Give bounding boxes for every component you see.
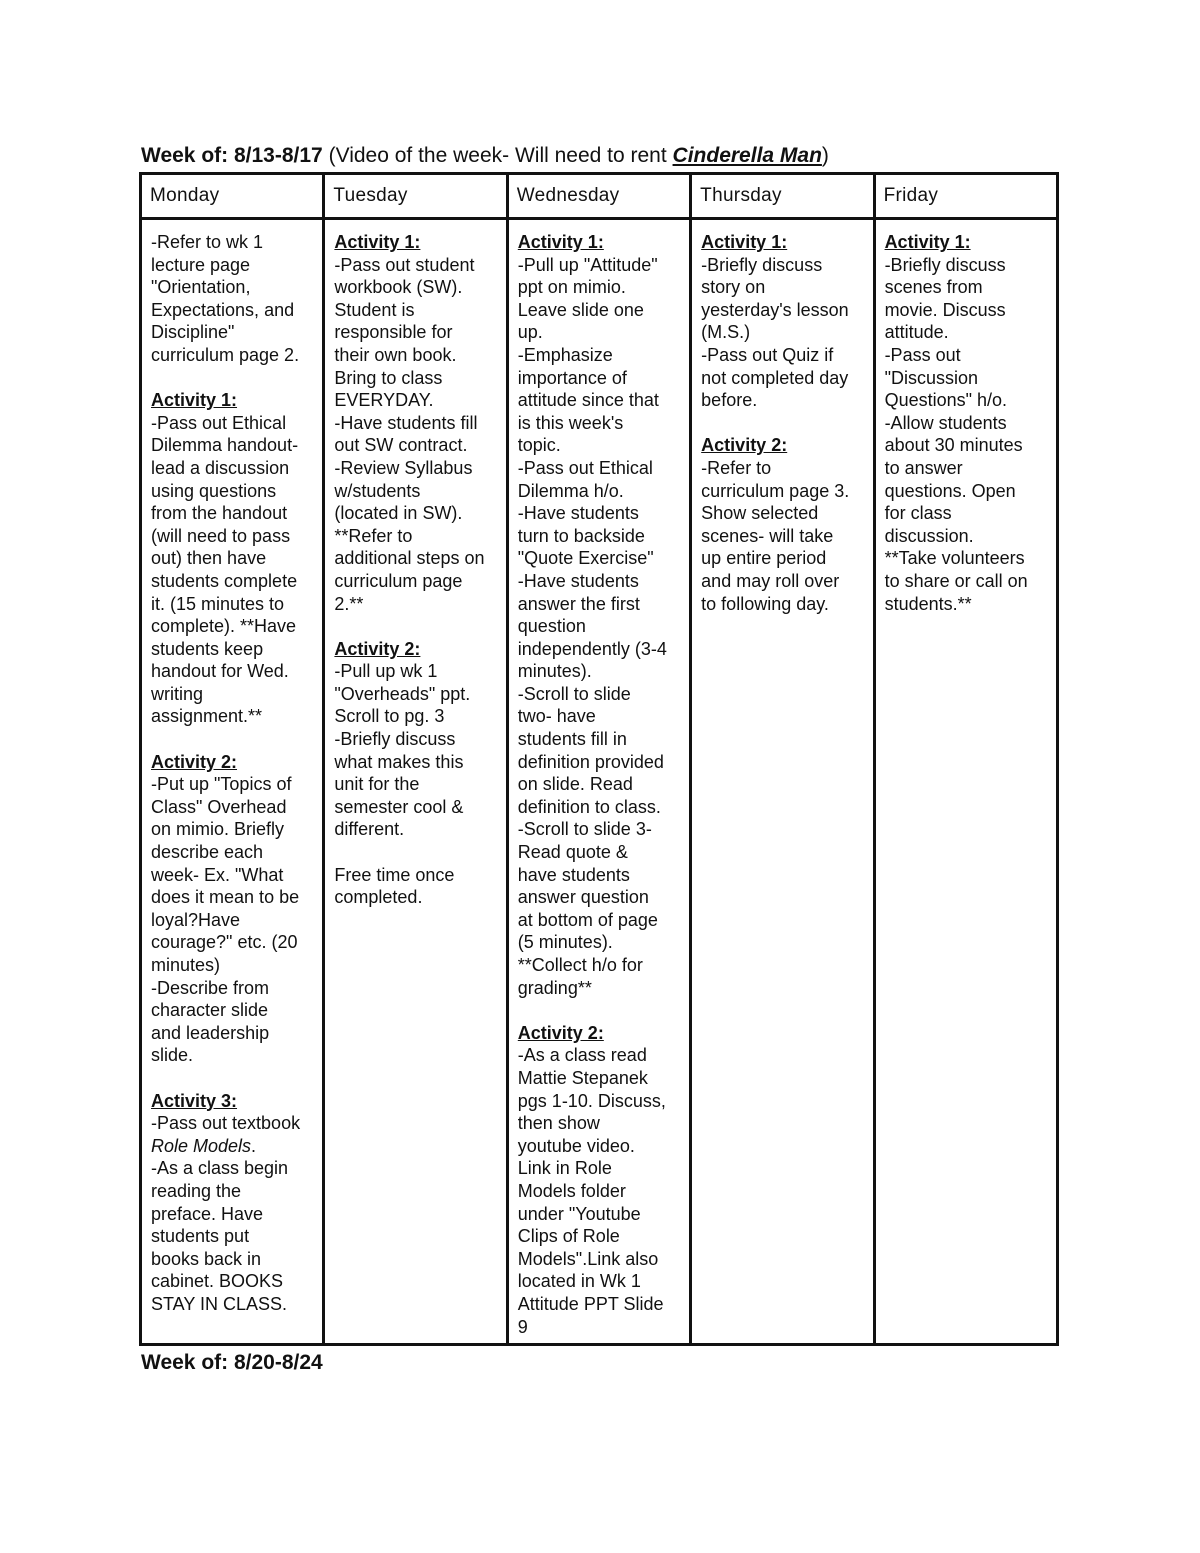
- day-content-row: [141, 219, 1058, 1345]
- text-line: -Briefly discuss: [334, 729, 456, 750]
- text-line: cabinet. BOOKS: [151, 1271, 284, 1292]
- text-line: then show: [517, 1113, 600, 1134]
- text-line: Clips of Role: [517, 1226, 620, 1247]
- text-line: -Pass out textbook: [151, 1113, 301, 1134]
- text-line: curriculum page 2.: [151, 344, 300, 365]
- text-line: Mattie Stepanek: [517, 1067, 648, 1088]
- day-header-row: [141, 174, 1058, 219]
- text-line: minutes): [151, 955, 221, 975]
- text-line: assignment.**: [151, 706, 263, 727]
- text-line: curriculum page: [334, 570, 463, 591]
- text-line: -Allow students: [884, 412, 1007, 433]
- week-dates: 8/13-8/17: [233, 144, 323, 167]
- text-line: what makes this: [334, 751, 464, 772]
- tuesday-cell: [324, 219, 507, 1345]
- text-line: curriculum page 3.: [701, 480, 850, 501]
- spacer: [151, 367, 314, 390]
- text-line: students put: [151, 1226, 250, 1247]
- text-line: Models".Link also: [517, 1248, 659, 1269]
- lesson-plan-table: [139, 172, 1059, 1346]
- text-line: -Pass out Quiz if: [701, 344, 834, 365]
- text-line: describe each: [151, 842, 264, 863]
- text-line: -Describe from: [151, 977, 270, 998]
- text-line: turn to backside: [517, 525, 645, 546]
- movie-title: Cinderella Man: [672, 144, 822, 167]
- week-note-close: ): [821, 144, 829, 167]
- text-line: loyal?Have: [151, 909, 241, 930]
- text-line: -Briefly discuss: [701, 254, 823, 275]
- text-line: questions. Open: [884, 480, 1016, 501]
- text-line: [151, 1135, 314, 1158]
- text-line: Scroll to pg. 3: [334, 706, 445, 727]
- text-line: -Pass out: [884, 344, 961, 365]
- text-line: -Scroll to slide: [517, 683, 631, 704]
- text-line: out) then have: [151, 548, 267, 569]
- text-line: "Quote Exercise": [517, 548, 654, 569]
- text-line: about 30 minutes: [884, 435, 1023, 456]
- spacer: [151, 728, 314, 751]
- text-line: -Have students: [517, 570, 639, 591]
- text-line: minutes).: [517, 661, 592, 682]
- activity-title: Activity 2:: [334, 638, 421, 659]
- book-title: Role Models: [151, 1135, 252, 1156]
- text-line: to answer: [884, 457, 963, 478]
- activity-title: Activity 1:: [151, 390, 238, 411]
- text-line: up entire period: [701, 548, 827, 569]
- text-line: lecture page: [151, 254, 251, 275]
- text-line: "Orientation,: [151, 277, 251, 298]
- text-line: -As a class read: [517, 1045, 647, 1066]
- text-line: responsible for: [334, 322, 453, 343]
- text-line: different.: [334, 819, 405, 840]
- text-line: -Put up "Topics of: [151, 774, 292, 795]
- spacer: [334, 841, 497, 864]
- text-line: Attitude PPT Slide: [517, 1293, 664, 1314]
- text-line: -Pull up wk 1: [334, 661, 438, 682]
- activity-title: Activity 1:: [884, 232, 971, 252]
- text-line: -Briefly discuss: [884, 254, 1006, 275]
- text-line: Link in Role: [517, 1158, 612, 1179]
- text-line: -Have students fill: [334, 412, 478, 433]
- spacer: [518, 999, 681, 1022]
- text-line: up.: [517, 322, 543, 343]
- text-line: using questions: [151, 480, 277, 501]
- text-line: answer question: [517, 887, 649, 908]
- text-line: Leave slide one: [517, 299, 644, 320]
- text-line: located in Wk 1: [517, 1271, 641, 1292]
- text-line: -Scroll to slide 3-: [517, 819, 652, 840]
- text-line: definition to class.: [517, 796, 661, 817]
- activity-title: Activity 2:: [517, 1022, 604, 1043]
- week-heading-2: [141, 1350, 323, 1376]
- text-line: to following day.: [701, 593, 829, 614]
- text-line: preface. Have: [151, 1203, 264, 1224]
- text-line: story on: [701, 277, 766, 298]
- text-line: 2.**: [334, 593, 364, 614]
- text-line: students fill in: [517, 729, 627, 750]
- text-line: under "Youtube: [517, 1203, 641, 1224]
- text-line: -Review Syllabus: [334, 457, 473, 478]
- text-line: Dilemma h/o.: [517, 480, 624, 501]
- text-line: courage?" etc. (20: [151, 932, 298, 953]
- punctuation: .: [251, 1135, 257, 1156]
- text-line: youtube video.: [517, 1135, 635, 1156]
- text-line: yesterday's lesson: [701, 299, 849, 320]
- spacer: [151, 1067, 314, 1090]
- week-label: Week of:: [141, 1351, 229, 1374]
- day-header-monday: Monday: [141, 174, 324, 219]
- week-label: Week of:: [141, 144, 229, 167]
- text-line: completed.: [334, 887, 423, 908]
- text-line: Show selected: [701, 503, 819, 524]
- spacer: [701, 412, 864, 435]
- text-line: **Refer to: [334, 525, 413, 546]
- text-line: grading**: [517, 977, 592, 998]
- text-line: pgs 1-10. Discuss,: [517, 1090, 666, 1111]
- text-line: and leadership: [151, 1022, 270, 1043]
- text-line: two- have: [517, 706, 596, 727]
- text-line: "Discussion: [884, 367, 978, 388]
- text-line: Questions" h/o.: [884, 390, 1008, 411]
- activity-title: Activity 1:: [334, 232, 421, 252]
- text-line: handout for Wed.: [151, 661, 289, 682]
- text-line: Expectations, and: [151, 299, 295, 320]
- text-line: on slide. Read: [517, 774, 633, 795]
- text-line: independently (3-4: [517, 638, 667, 659]
- text-line: to share or call on: [884, 570, 1028, 591]
- text-line: -Pass out Ethical: [517, 457, 653, 478]
- text-line: -Pass out Ethical: [151, 412, 287, 433]
- text-line: students keep: [151, 638, 264, 659]
- text-line: students complete: [151, 570, 298, 591]
- text-line: workbook (SW).: [334, 277, 463, 298]
- day-header-tuesday: Tuesday: [324, 174, 507, 219]
- text-line: writing: [151, 683, 204, 704]
- text-line: ppt on mimio.: [517, 277, 626, 298]
- text-line: **Take volunteers: [884, 548, 1025, 569]
- activity-title: Activity 2:: [151, 751, 238, 772]
- wednesday-cell: [507, 219, 690, 1345]
- text-line: have students: [517, 864, 630, 885]
- text-line: discussion.: [884, 525, 974, 546]
- text-line: for class: [884, 503, 952, 524]
- text-line: scenes- will take: [701, 525, 834, 546]
- text-line: Read quote &: [517, 842, 628, 863]
- spacer: [334, 615, 497, 638]
- activity-title: Activity 1:: [701, 232, 788, 252]
- text-line: not completed day: [701, 367, 849, 388]
- text-line: STAY IN CLASS.: [151, 1293, 288, 1314]
- day-header-thursday: Thursday: [691, 174, 874, 219]
- text-line: unit for the: [334, 774, 420, 795]
- friday-cell: [874, 219, 1057, 1345]
- text-line: Models folder: [517, 1180, 626, 1201]
- text-line: attitude since that: [517, 390, 659, 411]
- text-line: at bottom of page: [517, 909, 658, 930]
- text-line: complete). **Have: [151, 616, 297, 637]
- text-line: scenes from: [884, 277, 983, 298]
- text-line: does it mean to be: [151, 887, 300, 908]
- text-line: -Pull up "Attitude": [517, 254, 658, 275]
- text-line: reading the: [151, 1180, 242, 1201]
- text-line: Discipline": [151, 322, 235, 343]
- day-header-wednesday: Wednesday: [507, 174, 690, 219]
- text-line: Free time once: [334, 864, 455, 885]
- text-line: lead a discussion: [151, 457, 290, 478]
- text-line: books back in: [151, 1248, 262, 1269]
- text-line: (M.S.): [701, 322, 751, 343]
- text-line: -Have students: [517, 503, 639, 524]
- text-line: slide.: [151, 1045, 194, 1066]
- day-header-friday: Friday: [874, 174, 1057, 219]
- activity-title: Activity 1:: [517, 232, 604, 252]
- text-line: "Overheads" ppt.: [334, 683, 471, 704]
- text-line: -Pass out student: [334, 254, 475, 275]
- text-line: (will need to pass: [151, 525, 291, 546]
- text-line: definition provided: [517, 751, 664, 772]
- activity-title: Activity 2:: [701, 435, 788, 456]
- text-line: w/students: [334, 480, 421, 501]
- text-line: question: [517, 616, 586, 637]
- activity-title: Activity 3:: [151, 1090, 238, 1111]
- text-line: additional steps on: [334, 548, 485, 569]
- text-line: topic.: [517, 435, 561, 456]
- text-line: movie. Discuss: [884, 299, 1006, 320]
- text-line: and may roll over: [701, 570, 840, 591]
- text-line: importance of: [517, 367, 627, 388]
- text-line: -Refer to: [701, 457, 772, 478]
- text-line: students.**: [884, 593, 972, 614]
- text-line: Student is: [334, 299, 415, 320]
- text-line: attitude.: [884, 322, 949, 343]
- text-line: semester cool &: [334, 796, 464, 817]
- text-line: Bring to class: [334, 367, 443, 388]
- text-line: -Refer to wk 1: [151, 232, 264, 252]
- text-line: Dilemma handout-: [151, 435, 299, 456]
- text-line: EVERYDAY.: [334, 390, 434, 411]
- text-line: before.: [701, 390, 758, 411]
- text-line: is this week's: [517, 412, 624, 433]
- text-line: 9: [517, 1316, 528, 1337]
- week-heading-1: [141, 143, 829, 169]
- text-line: on mimio. Briefly: [151, 819, 285, 840]
- monday-cell: [141, 219, 324, 1345]
- text-line: character slide: [151, 1000, 269, 1021]
- text-line: from the handout: [151, 503, 288, 524]
- text-line: (5 minutes).: [517, 932, 613, 953]
- text-line: (located in SW).: [334, 503, 463, 524]
- text-line: answer the first: [517, 593, 640, 614]
- text-line: Class" Overhead: [151, 796, 287, 817]
- text-line: out SW contract.: [334, 435, 468, 456]
- text-line: their own book.: [334, 344, 457, 365]
- week-dates: 8/20-8/24: [233, 1351, 323, 1374]
- text-line: -As a class begin: [151, 1158, 289, 1179]
- thursday-cell: [691, 219, 874, 1345]
- week-note: (Video of the week- Will need to rent: [328, 144, 667, 167]
- text-line: -Emphasize: [517, 344, 613, 365]
- text-line: **Collect h/o for: [517, 955, 643, 975]
- text-line: week- Ex. "What: [151, 864, 284, 885]
- text-line: it. (15 minutes to: [151, 593, 285, 614]
